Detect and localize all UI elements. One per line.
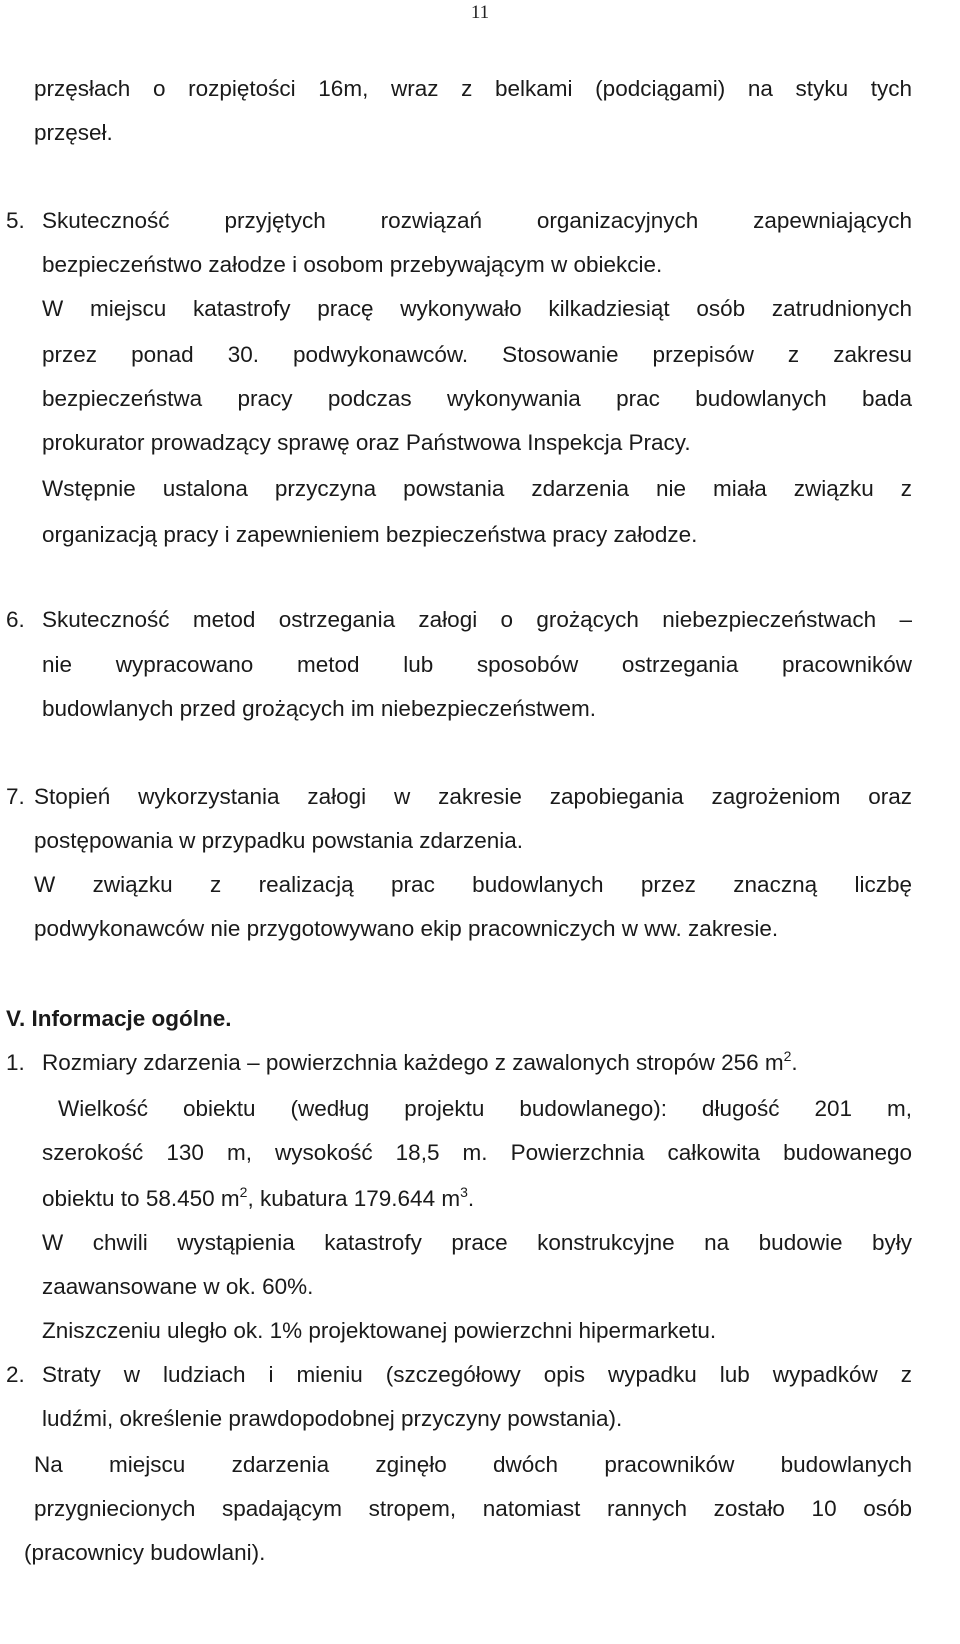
item-6-line: budowlanych przed grożących im niebezpieczeństwem.	[42, 696, 597, 721]
item-5-line: Skuteczność przyjętych rozwiązań organizacyjnych zapewniających	[42, 208, 912, 233]
item-5-line: bezpieczeństwo załodze i osobom przebywającym w obiekcie.	[42, 252, 663, 277]
item-5-line: przez ponad 30. podwykonawców. Stosowanie przepisów z zakresu	[42, 342, 912, 367]
item-5-line: Wstępnie ustalona przyczyna powstania zdarzenia nie miała związku z	[42, 476, 912, 501]
v-item-1-line: Rozmiary zdarzenia – powierzchnia każdego z zawalonych stropów 256 $m^2$.	[42, 1048, 798, 1075]
item-6-line: nie wypracowano metod lub sposobów ostrzegania pracowników	[42, 652, 912, 677]
item-5-line: prokurator prowadzący sprawę oraz Państwowa Inspekcja Pracy.	[42, 430, 691, 455]
item-7-line: W związku z realizacją prac budowlanych przez znaczną liczbę	[34, 872, 912, 897]
v-item-2-line: ludźmi, określenie prawdopodobnej przyczyny powstania).	[42, 1406, 623, 1431]
v-item-2-line: (pracownicy budowlani).	[24, 1540, 266, 1565]
v-item-1-line: W chwili wystąpienia katastrofy prace konstrukcyjne na budowie były	[42, 1230, 912, 1255]
superscript-2: 2	[239, 1184, 248, 1200]
item-7-number: 7.	[6, 784, 25, 809]
v-item-1-line: obiektu to 58.450 $m^2$, kubatura 179.644 $m^3$.	[42, 1184, 475, 1211]
item-6-line: Skuteczność metod ostrzegania załogi o grożących niebezpieczeństwach –	[42, 607, 912, 632]
item-7-line: postępowania w przypadku powstania zdarzenia.	[34, 828, 524, 853]
item-5-number: 5.	[6, 208, 25, 233]
v-item-1-line: zaawansowane w ok. 60%.	[42, 1274, 314, 1299]
item-7-line: podwykonawców nie przygotowywano ekip pracowniczych w ww. zakresie.	[34, 916, 779, 941]
v-item-1-line: szerokość 130 m, wysokość 18,5 m. Powierzchnia całkowita budowanego	[42, 1140, 912, 1165]
v-item-2-line: Na miejscu zdarzenia zginęło dwóch pracowników budowlanych	[34, 1452, 912, 1477]
page-number: 11	[470, 2, 490, 23]
v-item-2-line: Straty w ludziach i mieniu (szczegółowy opis wypadku lub wypadków z	[42, 1362, 912, 1387]
item-5-line: bezpieczeństwa pracy podczas wykonywania prac budowlanych bada	[42, 386, 912, 411]
v-item-1-line: Zniszczeniu uległo ok. 1% projektowanej powierzchni hipermarketu.	[42, 1318, 717, 1343]
section-v-heading: V. Informacje ogólne.	[6, 1006, 232, 1031]
v-item-1-line: Wielkość obiektu (według projektu budowlanego): długość 201 m,	[58, 1096, 912, 1121]
superscript-2: 2	[783, 1048, 792, 1064]
item-5-line: organizacją pracy i zapewnieniem bezpieczeństwa pracy załodze.	[42, 522, 698, 547]
item-5-line: W miejscu katastrofy pracę wykonywało kilkadziesiąt osób zatrudnionych	[42, 296, 912, 321]
item-7-line: Stopień wykorzystania załogi w zakresie zapobiegania zagrożeniom oraz	[34, 784, 912, 809]
superscript-3: 3	[460, 1184, 468, 1200]
v-item-2-number: 2.	[6, 1362, 25, 1387]
item-6-number: 6.	[6, 607, 25, 632]
v-item-1-number: 1.	[6, 1050, 25, 1075]
intro-line: przęseł.	[34, 120, 113, 145]
v-item-2-line: przygniecionych spadającym stropem, natomiast rannych zostało 10 osób	[34, 1496, 912, 1521]
intro-line: przęsłach o rozpiętości 16m, wraz z belkami (podciągami) na styku tych	[34, 76, 912, 101]
